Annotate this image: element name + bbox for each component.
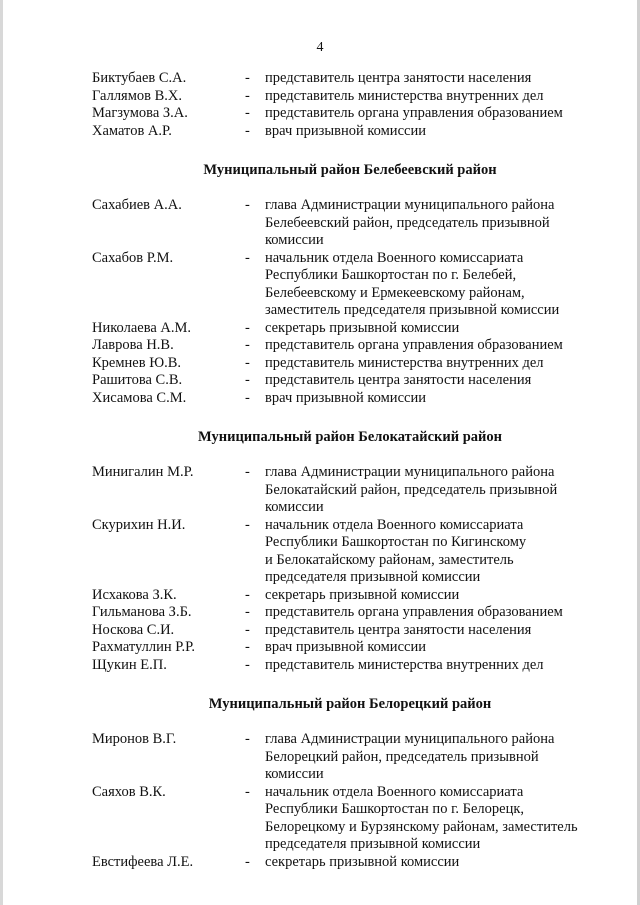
member-role [265, 250, 612, 320]
member-name: Рахматуллин Р.Р. [92, 639, 196, 655]
member-entry [92, 657, 612, 675]
dash-separator: - [245, 389, 250, 406]
dash-separator: - [245, 87, 250, 104]
member-name: Евстифеева Л.Е. [92, 853, 194, 870]
role-line: Республики Башкортостан по г. Белебей, [265, 267, 517, 283]
dash-separator: - [245, 105, 250, 121]
dash-separator: - [245, 70, 250, 86]
role-line: председателя призывной комиссии [265, 569, 481, 585]
member-name: Магзумова З.А. [92, 105, 188, 121]
member-entry [92, 622, 612, 640]
member-entry [92, 123, 612, 141]
role-line: глава Администрации муниципального района [265, 731, 555, 747]
dash-separator: - [245, 853, 250, 870]
section [92, 429, 612, 674]
role-line: представитель министерства внутренних дел [265, 656, 544, 673]
dash-separator: - [245, 319, 250, 336]
member-role [265, 88, 612, 106]
member-role [265, 604, 612, 622]
member-name: Минигалин М.Р. [92, 464, 194, 480]
role-line: представитель министерства внутренних дел [265, 354, 544, 371]
dash-separator: - [245, 621, 250, 638]
member-name: Гильманова З.Б. [92, 604, 192, 620]
member-role [265, 854, 612, 872]
dash-separator: - [245, 122, 250, 139]
member-entry [92, 517, 612, 587]
role-line: представитель органа управления образованием [265, 604, 563, 620]
dash-separator: - [245, 656, 250, 673]
dash-separator: - [245, 586, 250, 603]
member-name: Хисамова С.М. [92, 389, 187, 406]
member-name: Биктубаев С.А. [92, 70, 187, 86]
section-title: Муниципальный район Белокатайский район [198, 429, 502, 445]
member-role [265, 390, 612, 408]
role-line: врач призывной комиссии [265, 639, 426, 655]
member-name: Саяхов В.К. [92, 783, 166, 800]
dash-separator: - [245, 516, 250, 533]
member-name: Скурихин Н.И. [92, 516, 186, 533]
member-role [265, 657, 612, 675]
member-name: Галлямов В.Х. [92, 87, 183, 104]
role-line: глава Администрации муниципального района [265, 197, 555, 213]
member-name: Носкова С.И. [92, 621, 175, 638]
role-line: комиссии [265, 766, 324, 782]
member-entry [92, 731, 612, 784]
member-entry [92, 250, 612, 320]
member-role [265, 731, 612, 784]
dash-separator: - [245, 731, 250, 747]
role-line: представитель центра занятости населения [265, 621, 532, 638]
member-entry [92, 88, 612, 106]
member-role [265, 355, 612, 373]
role-line: представитель органа управления образованием [265, 105, 563, 121]
dash-separator: - [245, 337, 250, 353]
member-role [265, 587, 612, 605]
member-entry [92, 355, 612, 373]
member-role [265, 464, 612, 517]
member-name: Лаврова Н.В. [92, 337, 174, 353]
dash-separator: - [245, 372, 250, 388]
dash-separator: - [245, 249, 250, 266]
role-line: Белокатайский район, председатель призывной [265, 481, 558, 498]
member-role [265, 320, 612, 338]
member-entry [92, 197, 612, 250]
member-name: Исхакова З.К. [92, 586, 177, 603]
member-name: Сахабов Р.М. [92, 249, 174, 266]
section [92, 696, 612, 871]
role-line: начальник отдела Военного комиссариата [265, 249, 524, 266]
role-line: председателя призывной комиссии [265, 836, 481, 852]
dash-separator: - [245, 354, 250, 371]
section [92, 70, 612, 140]
role-line: Белебеевскому и Ермекеевскому районам, [265, 284, 525, 301]
section-title: Муниципальный район Белебеевский район [203, 162, 497, 178]
member-entry [92, 337, 612, 355]
role-line: Республики Башкортостан по г. Белорецк, [265, 801, 524, 817]
role-line: секретарь призывной комиссии [265, 586, 460, 603]
role-line: представитель органа управления образованием [265, 337, 563, 353]
role-line: врач призывной комиссии [265, 122, 426, 139]
member-role [265, 337, 612, 355]
role-line: Белорецкий район, председатель призывной [265, 748, 539, 765]
dash-separator: - [245, 783, 250, 800]
role-line: секретарь призывной комиссии [265, 853, 460, 870]
role-line: начальник отдела Военного комиссариата [265, 516, 524, 533]
member-entry [92, 320, 612, 338]
member-role [265, 784, 612, 854]
member-entry [92, 390, 612, 408]
member-role [265, 70, 612, 88]
member-entry [92, 784, 612, 854]
member-name: Рашитова С.В. [92, 372, 183, 388]
document-body [92, 70, 612, 871]
role-line: представитель центра занятости населения [265, 70, 532, 86]
role-line: заместитель председателя призывной комиссии [265, 302, 560, 318]
scan-edge-left [0, 0, 3, 905]
member-name: Сахабиев А.А. [92, 197, 182, 213]
role-line: представитель министерства внутренних дел [265, 87, 544, 104]
member-entry [92, 70, 612, 88]
role-line: представитель центра занятости населения [265, 372, 532, 388]
dash-separator: - [245, 639, 250, 655]
section-title: Муниципальный район Белорецкий район [208, 696, 492, 712]
member-entry [92, 587, 612, 605]
section [92, 162, 612, 407]
member-entry [92, 639, 612, 657]
member-name: Миронов В.Г. [92, 731, 177, 747]
role-line: и Белокатайскому районам, заместитель [265, 551, 514, 568]
dash-separator: - [245, 197, 250, 213]
member-role [265, 622, 612, 640]
page-number: 4 [316, 40, 324, 55]
member-name: Николаева А.М. [92, 319, 192, 336]
member-entry [92, 604, 612, 622]
dash-separator: - [245, 604, 250, 620]
member-name: Хаматов А.Р. [92, 122, 172, 139]
role-line: секретарь призывной комиссии [265, 319, 460, 336]
member-entry [92, 464, 612, 517]
member-role [265, 197, 612, 250]
member-role [265, 372, 612, 390]
role-line: Белорецкому и Бурзянскому районам, заместитель [265, 818, 578, 835]
role-line: комиссии [265, 499, 324, 515]
role-line: врач призывной комиссии [265, 389, 426, 406]
role-line: глава Администрации муниципального района [265, 464, 555, 480]
member-entry [92, 105, 612, 123]
member-role [265, 105, 612, 123]
member-name: Щукин Е.П. [92, 656, 167, 673]
role-line: начальник отдела Военного комиссариата [265, 783, 524, 800]
member-role [265, 639, 612, 657]
member-name: Кремнев Ю.В. [92, 354, 182, 371]
member-entry [92, 372, 612, 390]
dash-separator: - [245, 464, 250, 480]
member-entry [92, 854, 612, 872]
member-role [265, 517, 612, 587]
role-line: Белебеевский район, председатель призывной [265, 214, 550, 231]
role-line: комиссии [265, 232, 324, 248]
role-line: Республики Башкортостан по Кигинскому [265, 534, 527, 550]
member-role [265, 123, 612, 141]
